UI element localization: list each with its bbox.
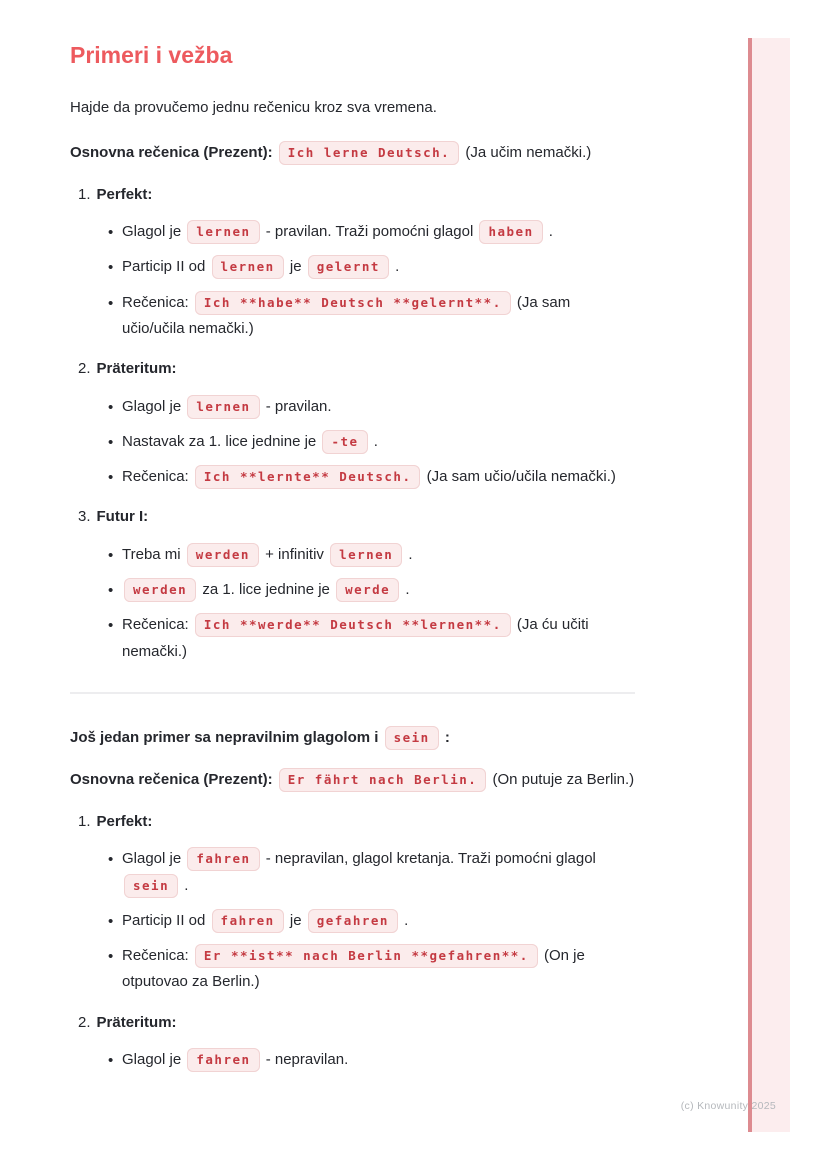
inline-code: fahren: [187, 847, 259, 871]
list-item-number: 3.: [78, 508, 91, 526]
inline-code: werden: [187, 543, 259, 567]
list-item-number: 1.: [78, 185, 91, 203]
list-item-heading: [70, 811, 635, 834]
inline-code: Er fährt nach Berlin.: [279, 768, 487, 792]
bullet-text: - pravilan. Traži pomoćni glagol: [261, 223, 478, 241]
bullet-text: (On je otputovao za Berlin.): [122, 947, 585, 991]
bullet-item: [70, 394, 635, 420]
list-item-title: Futur I:: [96, 508, 149, 526]
base-sentence-paragraph-2: [70, 766, 635, 795]
inline-code: sein: [385, 726, 439, 750]
page-title: Primeri i vežba: [70, 42, 233, 68]
bridge-label: Još jedan primer sa nepravilnim glagolom i: [70, 728, 383, 746]
bullet-text: .: [401, 581, 410, 599]
inline-code: lernen: [330, 543, 402, 567]
bridge-paragraph: [70, 724, 635, 753]
bullet-item: [70, 542, 635, 568]
base-sentence-translation: (Ja učim nemački.): [461, 144, 592, 162]
intro-paragraph: Hajde da provučemo jednu rečenicu kroz sva vremena.: [70, 98, 437, 116]
bullet-text: Rečenica:: [122, 947, 193, 965]
section-divider: [70, 692, 635, 694]
inline-code: Ich **habe** Deutsch **gelernt**.: [195, 291, 511, 315]
ordered-list-2: [70, 811, 635, 1074]
bullet-text: Rečenica:: [122, 468, 193, 486]
bullet-text: (Ja ću učiti nemački.): [122, 616, 589, 660]
bullet-text: - nepravilan, glagol kretanja. Traži pomoćni glagol: [261, 850, 596, 868]
inline-code: haben: [479, 220, 542, 244]
bullet-text: Glagol je: [122, 850, 186, 868]
bullet-item: [70, 908, 635, 934]
bullet-text: (Ja sam učio/učila nemački.): [422, 468, 616, 486]
base-sentence-paragraph-1: [70, 139, 635, 168]
inline-code: lernen: [187, 395, 259, 419]
inline-code: werde: [336, 578, 399, 602]
inline-code: Ich lerne Deutsch.: [279, 141, 459, 165]
bullet-item: [70, 429, 635, 455]
inline-code: fahren: [212, 909, 284, 933]
bullet-text: Nastavak za 1. lice jednine je: [122, 432, 321, 450]
inline-code: werden: [124, 578, 196, 602]
bullet-item: [70, 577, 635, 603]
bullet-item: [70, 846, 635, 899]
side-accent-bar-stripe: [748, 38, 752, 1132]
copyright-text: (c) Knowunity 2025: [680, 1100, 776, 1112]
side-accent-bar-fill: [752, 38, 790, 1132]
list-item-heading: [70, 358, 635, 381]
inline-code: Er **ist** nach Berlin **gefahren**.: [195, 944, 538, 968]
base-sentence-label: Osnovna rečenica (Prezent):: [70, 771, 277, 789]
list-item-number: 1.: [78, 812, 91, 830]
bullet-item: [70, 290, 635, 343]
bullet-item: [70, 464, 635, 490]
bullet-text: .: [544, 223, 553, 241]
bullet-text: Glagol je: [122, 1051, 186, 1069]
bullet-text: - pravilan.: [261, 397, 332, 415]
bullet-text: .: [369, 432, 378, 450]
inline-code: fahren: [187, 1048, 259, 1072]
bullet-text: Rečenica:: [122, 616, 193, 634]
bullet-text: je: [285, 258, 306, 276]
inline-code: gefahren: [308, 909, 398, 933]
list-item-title: Präteritum:: [96, 360, 177, 378]
inline-code: lernen: [212, 255, 284, 279]
bullet-text: Particip II od: [122, 258, 210, 276]
list-item-heading: [70, 1012, 635, 1035]
bullet-text: .: [399, 911, 409, 929]
bullet-text: + infinitiv: [260, 545, 329, 563]
bullet-item: [70, 219, 635, 245]
list-item-title: Präteritum:: [96, 1013, 177, 1031]
inline-code: gelernt: [308, 255, 389, 279]
bullet-text: .: [390, 258, 400, 276]
bullet-item: [70, 612, 635, 665]
inline-code: sein: [124, 874, 178, 898]
bullet-text: .: [180, 876, 189, 894]
bullet-item: [70, 254, 635, 280]
inline-code: -te: [322, 430, 367, 454]
bullet-item: [70, 1047, 635, 1073]
list-item-title: Perfekt:: [96, 185, 153, 203]
bullet-text: - nepravilan.: [261, 1051, 349, 1069]
list-item-title: Perfekt:: [96, 812, 153, 830]
bullet-text: (Ja sam učio/učila nemački.): [122, 293, 571, 337]
list-item-heading: [70, 506, 635, 529]
base-sentence-translation: (On putuje za Berlin.): [488, 771, 635, 789]
list-item-number: 2.: [78, 360, 91, 378]
bullet-text: Particip II od: [122, 911, 210, 929]
inline-code: Ich **lernte** Deutsch.: [195, 465, 421, 489]
base-sentence-label: Osnovna rečenica (Prezent):: [70, 144, 277, 162]
bridge-colon: :: [440, 728, 450, 746]
bullet-text: Glagol je: [122, 223, 186, 241]
bullet-item: [70, 943, 635, 996]
ordered-list-1: [70, 184, 635, 665]
bullet-text: je: [285, 911, 306, 929]
inline-code: lernen: [187, 220, 259, 244]
bullet-text: Glagol je: [122, 397, 186, 415]
inline-code: Ich **werde** Deutsch **lernen**.: [195, 613, 511, 637]
list-item-number: 2.: [78, 1013, 91, 1031]
bullet-text: za 1. lice jednine je: [198, 581, 335, 599]
bullet-text: Rečenica:: [122, 293, 193, 311]
list-item-heading: [70, 184, 635, 207]
bullet-text: Treba mi: [122, 545, 185, 563]
bullet-text: .: [404, 545, 413, 563]
